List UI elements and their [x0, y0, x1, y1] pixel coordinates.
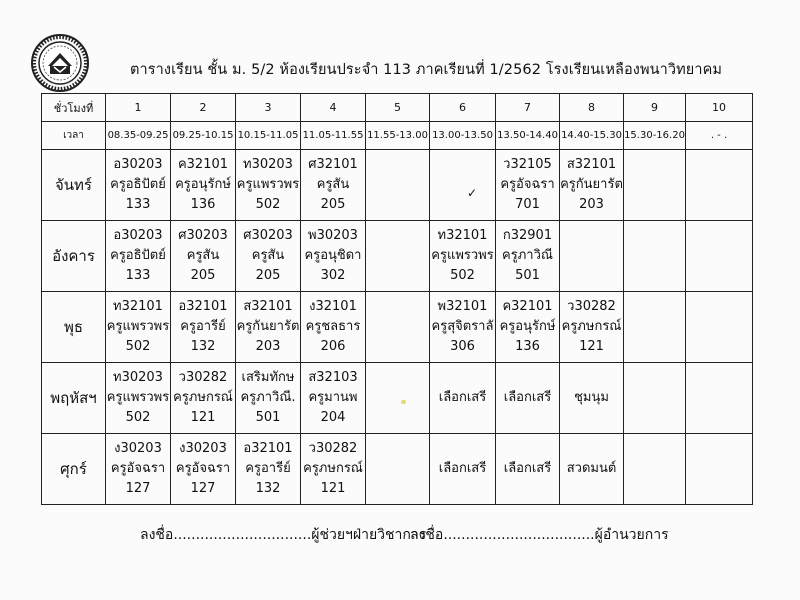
subject-code: ก32901	[502, 228, 553, 243]
teacher-name: ครูกันยารัต	[560, 177, 623, 192]
class-cell	[301, 363, 366, 434]
period-number: 9	[624, 94, 686, 122]
teacher-name: ครูภษกรณ์	[303, 461, 363, 476]
teacher-name: ครูอัจฉรา	[500, 177, 555, 192]
teacher-name: ครูสัน	[316, 177, 350, 192]
class-cell	[106, 221, 171, 292]
class-cell	[366, 150, 430, 221]
time-slot: 11.05-11.55	[301, 122, 366, 150]
room-number: 701	[515, 197, 540, 212]
teacher-name: ครูแพรวพร	[106, 319, 170, 334]
period-header-label: ชั่วโมงที่	[42, 94, 106, 122]
activity-label: เลือกเสรี	[438, 461, 487, 476]
subject-code: ง30203	[179, 441, 227, 456]
page-title: ตารางเรียน ชั้น ม. 5/2 ห้องเรียนประจำ 113 ภาคเรียนที่ 1/2562 โรงเรียนเหลืองพนาวิทยาคม	[130, 62, 723, 78]
class-cell	[366, 434, 430, 505]
class-cell	[560, 434, 624, 505]
activity-label: สวดมนต์	[566, 461, 617, 476]
room-number: 127	[125, 481, 151, 496]
room-number: 136	[515, 339, 540, 354]
class-cell	[560, 292, 624, 363]
time-slot: 09.25-10.15	[171, 122, 236, 150]
subject-code: ว30282	[178, 370, 228, 385]
day-row	[42, 292, 753, 363]
class-cell	[366, 363, 430, 434]
room-number: 121	[579, 339, 604, 354]
class-cell	[686, 292, 753, 363]
time-label: เวลา	[42, 122, 106, 150]
class-cell	[560, 363, 624, 434]
subject-code: ส32101	[566, 157, 617, 172]
class-cell	[430, 434, 496, 505]
room-number: 132	[255, 481, 281, 496]
class-cell	[430, 221, 496, 292]
teacher-name: ครูภาวิณี	[502, 248, 553, 263]
room-number: 206	[320, 339, 346, 354]
room-number: 502	[125, 339, 151, 354]
time-slot: 10.15-11.05	[236, 122, 301, 150]
subject-code: ศ32101	[308, 157, 358, 172]
period-number: 10	[686, 94, 753, 122]
time-slot: . - .	[686, 122, 753, 150]
teacher-name: ครูสัน	[186, 248, 220, 263]
subject-code: ศ30203	[243, 228, 293, 243]
subject-code: ว30282	[308, 441, 358, 456]
period-number: 4	[301, 94, 366, 122]
subject-code: ส32103	[308, 370, 358, 385]
subject-code: ค32101	[502, 299, 553, 314]
period-number: 8	[560, 94, 624, 122]
period-number: 7	[496, 94, 560, 122]
subject-code: ท30203	[113, 370, 163, 385]
subject-code: เสริมทักษ	[241, 370, 295, 385]
class-cell	[686, 434, 753, 505]
period-number: 1	[106, 94, 171, 122]
subject-code: ท32101	[437, 228, 488, 243]
room-number: 501	[255, 410, 281, 425]
subject-code: อ30203	[113, 228, 163, 243]
teacher-name: ครูสัน	[251, 248, 285, 263]
class-cell	[106, 292, 171, 363]
class-cell	[430, 150, 496, 221]
class-cell	[430, 363, 496, 434]
room-number: 502	[450, 268, 475, 283]
timetable	[41, 93, 753, 505]
class-cell	[686, 150, 753, 221]
class-cell	[624, 434, 686, 505]
teacher-name: ครูแพรวพร	[106, 390, 170, 405]
room-number: 121	[190, 410, 216, 425]
subject-code: ท30203	[243, 157, 293, 172]
class-cell	[106, 363, 171, 434]
class-cell	[106, 434, 171, 505]
stray-mark	[401, 400, 406, 404]
subject-code: ว32105	[503, 157, 552, 172]
teacher-name: ครูอธิปัตย์	[110, 177, 166, 192]
day-name: พฤหัสฯ	[42, 363, 106, 434]
signature-assistant: ลงชื่อ...............................ผู้ช่วยฯฝ่ายวิชาการ	[140, 527, 427, 543]
teacher-name: ครูมานพ	[308, 390, 358, 405]
subject-code: ค32101	[177, 157, 229, 172]
class-cell	[301, 150, 366, 221]
class-cell	[171, 150, 236, 221]
period-number: 5	[366, 94, 430, 122]
class-cell	[171, 434, 236, 505]
room-number: 502	[125, 410, 151, 425]
activity-label: เลือกเสรี	[438, 390, 487, 405]
class-cell	[236, 363, 301, 434]
class-cell	[171, 292, 236, 363]
class-cell	[624, 363, 686, 434]
period-number: 2	[171, 94, 236, 122]
day-name: จันทร์	[42, 150, 106, 221]
room-number: 205	[190, 268, 216, 283]
room-number: 133	[125, 268, 151, 283]
subject-code: ง32101	[309, 299, 357, 314]
time-slot: 15.30-16.20	[624, 122, 686, 150]
subject-code: ท32101	[113, 299, 163, 314]
teacher-name: ครูอนุรักษ์	[499, 319, 556, 334]
class-cell	[430, 292, 496, 363]
day-row	[42, 434, 753, 505]
subject-code: ศ30203	[178, 228, 228, 243]
day-name: อังคาร	[42, 221, 106, 292]
day-name: ศุกร์	[42, 434, 106, 505]
period-number: 3	[236, 94, 301, 122]
day-row	[42, 221, 753, 292]
time-slot: 13.00-13.50	[430, 122, 496, 150]
class-cell	[301, 292, 366, 363]
room-number: 306	[450, 339, 475, 354]
class-cell	[624, 150, 686, 221]
class-cell	[496, 150, 560, 221]
room-number: 203	[255, 339, 281, 354]
teacher-name: ครูภาวิณี.	[240, 390, 296, 405]
teacher-name: ครูสุจิตราลั	[431, 319, 494, 334]
time-slot: 08.35-09.25	[106, 122, 171, 150]
room-number: 502	[255, 197, 281, 212]
class-cell	[496, 292, 560, 363]
subject-code: อ32101	[243, 441, 293, 456]
subject-code: ง30203	[114, 441, 162, 456]
class-cell	[236, 292, 301, 363]
time-row	[42, 122, 753, 150]
room-number: 132	[190, 339, 216, 354]
class-cell	[171, 363, 236, 434]
class-cell	[496, 221, 560, 292]
activity-label: เลือกเสรี	[503, 390, 552, 405]
subject-code: พ30203	[308, 228, 358, 243]
class-cell	[624, 221, 686, 292]
day-row	[42, 150, 753, 221]
activity-label: ชุมนุม	[574, 390, 609, 405]
room-number: 501	[515, 268, 540, 283]
room-number: 302	[320, 268, 346, 283]
class-cell	[496, 363, 560, 434]
signature-director: ลงชื่อ..................................ผู้อำนวยการ	[410, 527, 669, 543]
teacher-name: ครูกันยารัต	[236, 319, 300, 334]
room-number: 133	[125, 197, 151, 212]
room-number: 121	[320, 481, 346, 496]
room-number: 205	[255, 268, 281, 283]
day-name: พุธ	[42, 292, 106, 363]
class-cell	[496, 434, 560, 505]
stray-mark: ✓	[467, 186, 478, 200]
room-number: 203	[579, 197, 604, 212]
room-number: 136	[190, 197, 216, 212]
class-cell	[236, 434, 301, 505]
teacher-name: ครูภษกรณ์	[173, 390, 233, 405]
teacher-name: ครูอารีย์	[245, 461, 291, 476]
subject-code: อ30203	[113, 157, 163, 172]
class-cell	[106, 150, 171, 221]
teacher-name: ครูแพรวพร	[431, 248, 494, 263]
teacher-name: ครูอนุรักษ์	[175, 177, 231, 192]
class-cell	[301, 221, 366, 292]
time-slot: 11.55-13.00	[366, 122, 430, 150]
class-cell	[236, 221, 301, 292]
teacher-name: ครูภษกรณ์	[561, 319, 622, 334]
activity-label: เลือกเสรี	[503, 461, 552, 476]
subject-code: ว30282	[567, 299, 616, 314]
class-cell	[560, 221, 624, 292]
class-cell	[301, 434, 366, 505]
class-cell	[686, 363, 753, 434]
room-number: 127	[190, 481, 216, 496]
teacher-name: ครูอัจฉรา	[110, 461, 166, 476]
time-slot: 14.40-15.30	[560, 122, 624, 150]
teacher-name: ครูอารีย์	[180, 319, 226, 334]
teacher-name: ครูชลธาร	[305, 319, 361, 334]
room-number: 204	[320, 410, 346, 425]
day-row	[42, 363, 753, 434]
class-cell	[686, 221, 753, 292]
class-cell	[366, 221, 430, 292]
class-cell	[560, 150, 624, 221]
teacher-name: ครูอัจฉรา	[175, 461, 231, 476]
subject-code: ส32101	[243, 299, 293, 314]
teacher-name: ครูแพรวพร	[236, 177, 300, 192]
time-slot: 13.50-14.40	[496, 122, 560, 150]
school-logo	[30, 33, 90, 93]
period-number: 6	[430, 94, 496, 122]
teacher-name: ครูอนุชิดา	[304, 248, 362, 263]
subject-code: อ32101	[178, 299, 228, 314]
subject-code: พ32101	[437, 299, 488, 314]
teacher-name: ครูอธิปัตย์	[110, 248, 166, 263]
class-cell	[624, 292, 686, 363]
period-header-row	[42, 94, 753, 122]
class-cell	[171, 221, 236, 292]
class-cell	[236, 150, 301, 221]
room-number: 205	[320, 197, 346, 212]
class-cell	[366, 292, 430, 363]
